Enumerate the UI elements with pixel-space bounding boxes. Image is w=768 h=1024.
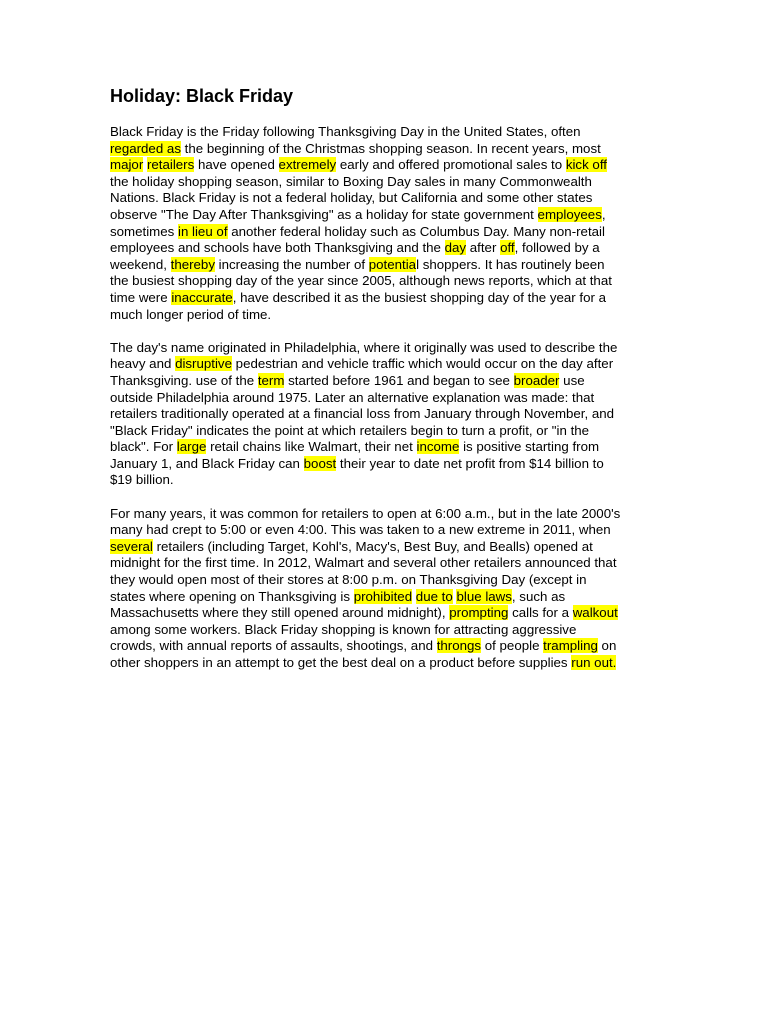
text-segment: Nations. Black Friday is not a federal holiday, but California and some other states bbox=[110, 190, 593, 206]
text-line bbox=[110, 439, 658, 456]
paragraph bbox=[110, 124, 658, 323]
text-segment: black". For bbox=[110, 439, 177, 455]
text-line bbox=[110, 257, 658, 274]
text-segment: time were bbox=[110, 289, 172, 305]
text-segment: "Black Friday" indicates the point at which retailers begin to turn a profit, or "in the bbox=[110, 422, 590, 438]
highlighted-term: blue laws bbox=[456, 588, 512, 604]
text-segment: , have described it as the busiest shopping day of the year for a bbox=[232, 289, 606, 305]
highlighted-term: kick off bbox=[565, 157, 607, 173]
text-segment: Thanksgiving. use of the bbox=[110, 372, 258, 388]
text-line bbox=[110, 572, 658, 589]
text-segment: For many years, it was common for retailers to open at 6:00 a.m., but in the late 2000's bbox=[110, 505, 621, 521]
text-segment: sometimes bbox=[110, 223, 178, 239]
text-segment: retail chains like Walmart, their net bbox=[206, 439, 417, 455]
highlighted-term: large bbox=[176, 439, 207, 455]
text-line bbox=[110, 589, 658, 606]
text-segment: many had crept to 5:00 or even 4:00. This was taken to a new extreme in 2011, when bbox=[110, 522, 611, 538]
text-segment: states where opening on Thanksgiving is bbox=[110, 588, 354, 604]
highlighted-term: major bbox=[110, 157, 144, 173]
highlighted-term: prompting bbox=[449, 605, 509, 621]
highlighted-term: regarded as bbox=[110, 140, 181, 156]
highlighted-term: disruptive bbox=[175, 356, 232, 372]
text-line bbox=[110, 240, 658, 257]
text-segment: midnight for the first time. In 2012, Walmart and several other retailers announced that bbox=[110, 555, 617, 571]
text-segment: after bbox=[466, 240, 501, 256]
text-segment: outside Philadelphia around 1975. Later an alternative explanation was made: that bbox=[110, 389, 595, 405]
text-line bbox=[110, 539, 658, 556]
highlighted-term: employees bbox=[537, 206, 602, 222]
text-segment: The day's name originated in Philadelphia, where it originally was used to describe the bbox=[110, 339, 618, 355]
text-line bbox=[110, 207, 658, 224]
text-segment: , such as bbox=[511, 588, 566, 604]
text-line bbox=[110, 190, 658, 207]
text-segment: employees and schools have both Thanksgiving and the bbox=[110, 240, 445, 256]
text-segment: weekend, bbox=[110, 256, 171, 272]
highlighted-term: several bbox=[110, 538, 153, 554]
document-body bbox=[110, 124, 658, 672]
text-line bbox=[110, 472, 658, 489]
document-title: Holiday: Black Friday bbox=[110, 86, 294, 106]
highlighted-term: income bbox=[416, 439, 460, 455]
text-line bbox=[110, 373, 658, 390]
text-segment: the holiday shopping season, similar to Boxing Day sales in many Commonwealth bbox=[110, 173, 592, 189]
text-segment: started before 1961 and began to see bbox=[284, 372, 514, 388]
text-segment: Massachusetts where they still opened around midnight), bbox=[110, 605, 450, 621]
text-line bbox=[110, 555, 658, 572]
text-segment: among some workers. Black Friday shopping is known for attracting aggressive bbox=[110, 621, 577, 637]
text-segment: increasing the number of bbox=[214, 256, 369, 272]
text-segment: is positive starting from bbox=[459, 439, 600, 455]
text-segment: observe "The Day After Thanksgiving" as a holiday for state government bbox=[110, 206, 538, 222]
text-segment: heavy and bbox=[110, 356, 176, 372]
text-segment: the beginning of the Christmas shopping season. In recent years, most bbox=[180, 140, 601, 156]
text-line bbox=[110, 456, 658, 473]
highlighted-term: due to bbox=[415, 588, 453, 604]
text-segment: early and offered promotional sales to bbox=[336, 157, 566, 173]
text-segment: they would open most of their stores at 8:00 p.m. on Thanksgiving Day (except in bbox=[110, 572, 587, 588]
text-line bbox=[110, 622, 658, 639]
text-segment: $19 billion. bbox=[110, 472, 174, 488]
text-segment: much longer period of time. bbox=[110, 306, 272, 322]
text-segment: the busiest shopping day of the year since 2005, although news reports, which at that bbox=[110, 273, 612, 289]
text-segment: Black Friday is the Friday following Thanksgiving Day in the United States, often bbox=[110, 124, 581, 139]
text-segment: on bbox=[597, 638, 617, 654]
text-line bbox=[110, 522, 658, 539]
text-segment: crowds, with annual reports of assaults, shootings, and bbox=[110, 638, 437, 654]
paragraph bbox=[110, 340, 658, 489]
text-segment: January 1, and Black Friday can bbox=[110, 455, 304, 471]
text-segment: use bbox=[559, 372, 585, 388]
text-segment: , followed by a bbox=[514, 240, 600, 256]
highlighted-term: walkout bbox=[572, 605, 618, 621]
text-segment: , bbox=[601, 206, 606, 222]
highlighted-term: trampling bbox=[543, 638, 598, 654]
highlighted-term: off bbox=[500, 240, 515, 256]
text-line bbox=[110, 423, 658, 440]
highlighted-term: run out. bbox=[571, 655, 617, 670]
text-segment: their year to date net profit from $14 billion to bbox=[336, 455, 604, 471]
text-segment: of people bbox=[481, 638, 544, 654]
text-line bbox=[110, 290, 658, 307]
text-line bbox=[110, 406, 658, 423]
text-line bbox=[110, 655, 658, 672]
highlighted-term: throngs bbox=[436, 638, 482, 654]
text-line bbox=[110, 638, 658, 655]
document-page bbox=[110, 85, 658, 688]
text-line bbox=[110, 273, 658, 290]
text-line bbox=[110, 141, 658, 158]
text-line bbox=[110, 174, 658, 191]
text-line bbox=[110, 224, 658, 241]
text-line bbox=[110, 356, 658, 373]
text-segment: calls for a bbox=[508, 605, 573, 621]
text-line bbox=[110, 307, 658, 324]
text-segment: pedestrian and vehicle traffic which would occur on the day after bbox=[231, 356, 614, 372]
highlighted-term: boost bbox=[303, 455, 337, 471]
highlighted-term: potentia bbox=[368, 256, 417, 272]
highlighted-term: inaccurate bbox=[171, 289, 233, 305]
highlighted-term: day bbox=[444, 240, 467, 256]
highlighted-term: retailers bbox=[146, 157, 195, 173]
text-segment: l shoppers. It has routinely been bbox=[416, 256, 605, 272]
text-segment: another federal holiday such as Columbus Day. Many non-retail bbox=[227, 223, 605, 239]
text-line bbox=[110, 605, 658, 622]
text-line bbox=[110, 340, 658, 357]
text-segment: retailers (including Target, Kohl's, Macy's, Best Buy, and Bealls) opened at bbox=[152, 538, 593, 554]
paragraph bbox=[110, 506, 658, 672]
text-segment: retailers traditionally operated at a financial loss from January through November, and bbox=[110, 406, 615, 422]
highlighted-term: extremely bbox=[278, 157, 337, 173]
highlighted-term: in lieu of bbox=[177, 223, 228, 239]
text-line bbox=[110, 506, 658, 523]
text-segment: other shoppers in an attempt to get the best deal on a product before supplies bbox=[110, 655, 572, 670]
text-line bbox=[110, 157, 658, 174]
text-line bbox=[110, 124, 658, 141]
highlighted-term: term bbox=[257, 372, 285, 388]
highlighted-term: broader bbox=[513, 372, 560, 388]
highlighted-term: thereby bbox=[170, 256, 215, 272]
highlighted-term: prohibited bbox=[353, 588, 413, 604]
text-line bbox=[110, 390, 658, 407]
text-segment: have opened bbox=[194, 157, 279, 173]
